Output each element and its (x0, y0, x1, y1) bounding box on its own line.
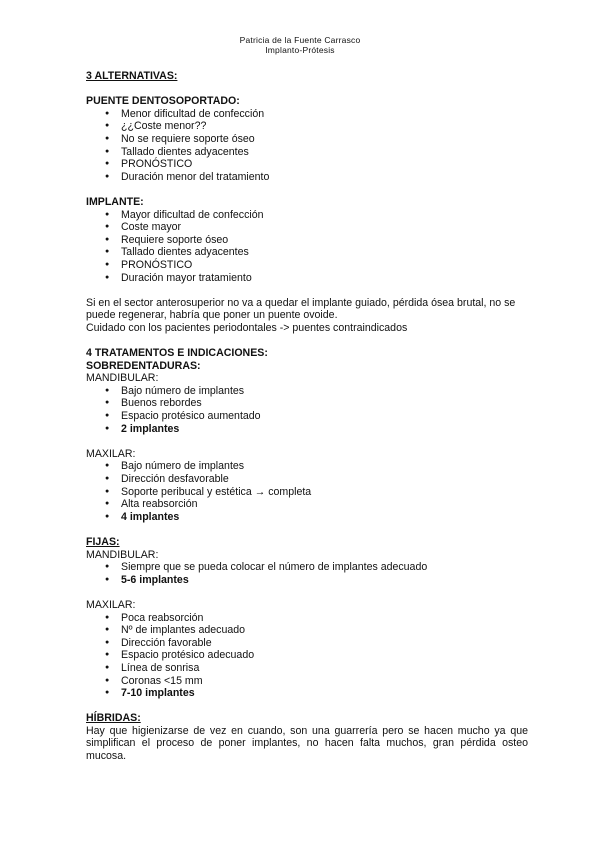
list-item: ● Línea de sonrisa (86, 662, 528, 675)
page-header (0, 35, 600, 55)
list-item: ● Espacio protésico aumentado (86, 410, 528, 423)
list-item: ● Siempre que se pueda colocar el número de implantes adecuado (86, 561, 528, 574)
list-item: ● Bajo número de implantes (86, 460, 528, 473)
paragraph-hibridas: Hay que higienizarse de vez en cuando, son una guarrería pero se hacen mucho ya que simplifican el proceso de poner implantes, no hacen falta muchos, gran pérdida osteo mucosa. (86, 724, 528, 763)
list-item: ● Alta reabsorción (86, 498, 528, 511)
list-item: ● ¿¿Coste menor?? (86, 120, 528, 133)
list-item: ● Espacio protésico adecuado (86, 649, 528, 662)
list-item: ● Soporte peribucal y estética → completa (86, 486, 528, 499)
paragraph-note-periodontales: Cuidado con los pacientes periodontales -> puentes contraindicados (86, 321, 408, 334)
subsection-title-implante: IMPLANTE: (86, 195, 144, 208)
section-title-tratamientos: 4 TRATAMENTOS E INDICACIONES: (86, 347, 268, 360)
list-item: ● Bajo número de implantes (86, 385, 528, 398)
header-author: Patricia de la Fuente Carrasco (239, 35, 361, 45)
label-mandibular: MANDIBULAR: (86, 548, 159, 561)
list-item: ● Dirección desfavorable (86, 473, 528, 486)
subsection-title-hibridas: HÍBRIDAS: (86, 712, 141, 725)
list-item: ● Dirección favorable (86, 637, 528, 650)
list-sobre-mandibular (86, 385, 528, 435)
list-item-implant-count: ● 2 implantes (86, 423, 528, 436)
list-item: ● Requiere soporte óseo (86, 234, 528, 247)
label-maxilar: MAXILAR: (86, 598, 136, 611)
header-subject: Implanto-Prótesis (265, 45, 335, 55)
list-puente (86, 108, 528, 184)
list-item-implant-count: ● 4 implantes (86, 511, 528, 524)
list-fijas-mandibular (86, 561, 528, 586)
list-item: ● Menor dificultad de confección (86, 108, 528, 121)
label-maxilar: MAXILAR: (86, 447, 136, 460)
list-item: ● Buenos rebordes (86, 397, 528, 410)
section-title-alternativas: 3 ALTERNATIVAS: (86, 70, 178, 82)
subsection-title-puente: PUENTE DENTOSOPORTADO: (86, 95, 240, 108)
list-item: ● Tallado dientes adyacentes (86, 146, 528, 159)
list-item: ● Tallado dientes adyacentes (86, 246, 528, 259)
subsection-title-fijas: FIJAS: (86, 535, 120, 548)
subsection-title-sobredentaduras: SOBREDENTADURAS: (86, 359, 201, 372)
label-mandibular: MANDIBULAR: (86, 372, 159, 385)
list-item-implant-count: ● 5-6 implantes (86, 574, 528, 587)
list-item: ● Coronas <15 mm (86, 675, 528, 688)
list-item: ● Duración menor del tratamiento (86, 171, 528, 184)
list-item: ● Poca reabsorción (86, 612, 528, 625)
list-sobre-maxilar (86, 460, 528, 523)
list-item: ● PRONÓSTICO (86, 259, 528, 272)
list-implante (86, 209, 528, 285)
paragraph-note-anterosuperior: Si en el sector anterosuperior no va a quedar el implante guiado, pérdida ósea brutal, no se puede regenerar, habría que poner un puente ovoide. (86, 296, 516, 322)
list-item: ● PRONÓSTICO (86, 158, 528, 171)
list-item: ● Nº de implantes adecuado (86, 624, 528, 637)
list-item: ● Duración mayor tratamiento (86, 272, 528, 285)
list-item-implant-count: ● 7-10 implantes (86, 687, 528, 700)
list-fijas-maxilar (86, 612, 528, 700)
list-item: ● Mayor dificultad de confección (86, 209, 528, 222)
list-item: ● No se requiere soporte óseo (86, 133, 528, 146)
list-item: ● Coste mayor (86, 221, 528, 234)
document-body (86, 70, 528, 763)
